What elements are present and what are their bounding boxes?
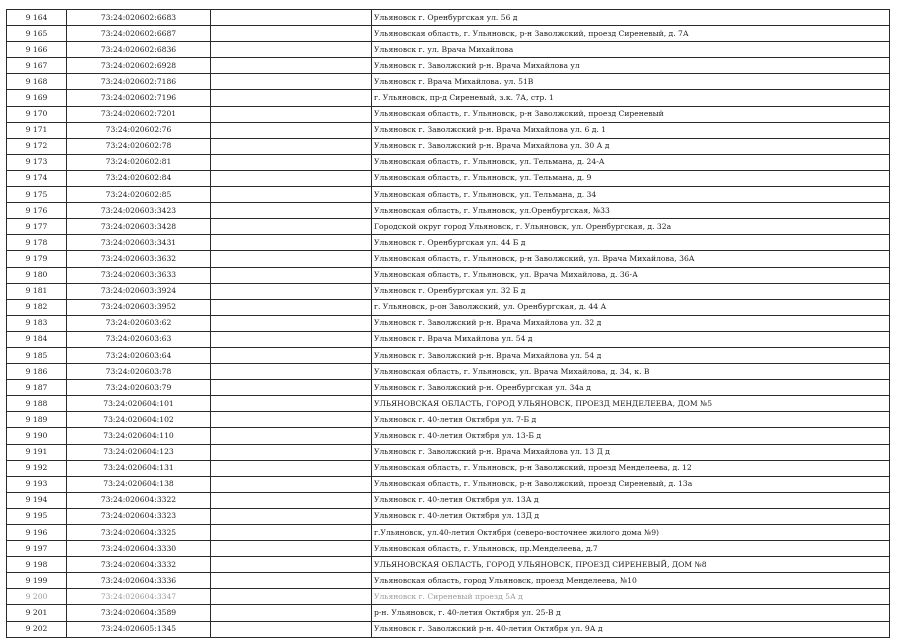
table-row: [7, 444, 890, 460]
address-cell: УЛЬЯНОВСКАЯ ОБЛАСТЬ, ГОРОД УЛЬЯНОВСК, ПРОЕЗД СИРЕНЕВЫЙ, ДОМ №8: [372, 557, 890, 573]
empty-cell: [211, 476, 372, 492]
table-row: [7, 90, 890, 106]
address-cell: Ульяновская область, город Ульяновск, проезд Менделеева, №10: [372, 573, 890, 589]
cadastral-number-cell: 73:24:020602:81: [67, 154, 211, 170]
address-cell: Ульяновская область, г. Ульяновск, пр.Менделеева, д.7: [372, 541, 890, 557]
row-number-cell: 9 192: [7, 460, 67, 476]
cadastral-number-cell: 73:24:020602:7186: [67, 74, 211, 90]
row-number-cell: 9 186: [7, 364, 67, 380]
cadastral-number-cell: 73:24:020602:85: [67, 187, 211, 203]
cadastral-number-cell: 73:24:020604:123: [67, 444, 211, 460]
empty-cell: [211, 347, 372, 363]
table-row: [7, 347, 890, 363]
row-number-cell: 9 171: [7, 122, 67, 138]
empty-cell: [211, 267, 372, 283]
row-number-cell: 9 190: [7, 428, 67, 444]
cadastral-number-cell: 73:24:020602:6687: [67, 26, 211, 42]
empty-cell: [211, 412, 372, 428]
table-row: [7, 106, 890, 122]
table-row: [7, 508, 890, 524]
address-cell: Ульяновск г. Заволжский р-н. Врача Михайлова ул. 30 А д: [372, 138, 890, 154]
empty-cell: [211, 541, 372, 557]
table-row: [7, 525, 890, 541]
cadastral-number-cell: 73:24:020604:3323: [67, 508, 211, 524]
table-row: [7, 42, 890, 58]
row-number-cell: 9 199: [7, 573, 67, 589]
address-cell: Ульяновская область, г. Ульяновск, ул. Тельмана, д. 9: [372, 170, 890, 186]
table-row: [7, 605, 890, 621]
empty-cell: [211, 557, 372, 573]
cadastral-number-cell: 73:24:020604:131: [67, 460, 211, 476]
table-row: [7, 460, 890, 476]
row-number-cell: 9 174: [7, 170, 67, 186]
address-cell: Ульяновская область, г. Ульяновск, р-н Заволжский, проезд Сиреневый, д. 13а: [372, 476, 890, 492]
empty-cell: [211, 508, 372, 524]
table-row: [7, 187, 890, 203]
row-number-cell: 9 172: [7, 138, 67, 154]
address-cell: Ульяновская область, г. Ульяновск, ул. Тельмана, д. 24-А: [372, 154, 890, 170]
cadastral-number-cell: 73:24:020604:3325: [67, 525, 211, 541]
table-row: [7, 138, 890, 154]
row-number-cell: 9 187: [7, 380, 67, 396]
cadastral-number-cell: 73:24:020603:3633: [67, 267, 211, 283]
row-number-cell: 9 169: [7, 90, 67, 106]
address-cell: Ульяновск г. Заволжский р-н. Оренбургская ул. 34а д: [372, 380, 890, 396]
cadastral-number-cell: 73:24:020604:101: [67, 396, 211, 412]
cadastral-number-cell: 73:24:020604:3330: [67, 541, 211, 557]
address-cell: Ульяновск г. 40-летия Октября ул. 13А д: [372, 492, 890, 508]
address-cell: Ульяновск г. Заволжский р-н. 40-летия Октября ул. 9А д: [372, 621, 890, 637]
address-cell: г. Ульяновск, пр-д Сиреневый, з.к. 7А, стр. 1: [372, 90, 890, 106]
address-cell: Ульяновск г. Заволжский р-н. Врача Михайлова ул. 32 д: [372, 315, 890, 331]
row-number-cell: 9 167: [7, 58, 67, 74]
row-number-cell: 9 198: [7, 557, 67, 573]
cadastral-number-cell: 73:24:020602:6683: [67, 10, 211, 26]
row-number-cell: 9 178: [7, 235, 67, 251]
address-cell: Ульяновск г. Заволжский р-н. Врача Михайлова ул: [372, 58, 890, 74]
empty-cell: [211, 299, 372, 315]
cadastral-number-cell: 73:24:020602:76: [67, 122, 211, 138]
address-cell: Ульяновская область, г. Ульяновск, ул. Тельмана, д. 34: [372, 187, 890, 203]
row-number-cell: 9 200: [7, 589, 67, 605]
table-row: [7, 58, 890, 74]
table-row: [7, 235, 890, 251]
table-row: [7, 557, 890, 573]
table-row: [7, 122, 890, 138]
row-number-cell: 9 193: [7, 476, 67, 492]
address-cell: Ульяновск г. Врача Михайлова ул. 54 д: [372, 331, 890, 347]
address-cell: Ульяновская область, г. Ульяновск, ул.Оренбургская, №33: [372, 203, 890, 219]
address-cell: Ульяновск г. 40-летия Октября ул. 13Д д: [372, 508, 890, 524]
empty-cell: [211, 331, 372, 347]
empty-cell: [211, 187, 372, 203]
empty-cell: [211, 122, 372, 138]
address-cell: Ульяновск г. Сиреневый проезд 5А д: [372, 589, 890, 605]
table-row: [7, 219, 890, 235]
cadastral-number-cell: 73:24:020604:3322: [67, 492, 211, 508]
empty-cell: [211, 444, 372, 460]
row-number-cell: 9 184: [7, 331, 67, 347]
address-cell: Ульяновская область, г. Ульяновск, ул. Врача Михайлова, д. 36-А: [372, 267, 890, 283]
cadastral-number-cell: 73:24:020602:7201: [67, 106, 211, 122]
table-row: [7, 283, 890, 299]
empty-cell: [211, 605, 372, 621]
cadastral-number-cell: 73:24:020603:3428: [67, 219, 211, 235]
row-number-cell: 9 188: [7, 396, 67, 412]
empty-cell: [211, 138, 372, 154]
empty-cell: [211, 203, 372, 219]
empty-cell: [211, 26, 372, 42]
address-cell: Ульяновск г. 40-летия Октября ул. 7-Б д: [372, 412, 890, 428]
row-number-cell: 9 197: [7, 541, 67, 557]
empty-cell: [211, 58, 372, 74]
cadastral-number-cell: 73:24:020603:3924: [67, 283, 211, 299]
row-number-cell: 9 183: [7, 315, 67, 331]
empty-cell: [211, 154, 372, 170]
row-number-cell: 9 195: [7, 508, 67, 524]
address-cell: Ульяновск г. Заволжский р-н. Врача Михайлова ул. 13 Д д: [372, 444, 890, 460]
address-cell: Ульяновск г. Врача Михайлова. ул. 51В: [372, 74, 890, 90]
row-number-cell: 9 164: [7, 10, 67, 26]
row-number-cell: 9 194: [7, 492, 67, 508]
address-cell: Ульяновская область, г. Ульяновск, р-н Заволжский, проезд Менделеева, д. 12: [372, 460, 890, 476]
address-cell: Ульяновск г. Оренбургская ул. 32 Б д: [372, 283, 890, 299]
cadastral-number-cell: 73:24:020603:3423: [67, 203, 211, 219]
address-cell: Ульяновская область, г. Ульяновск, р-н Заволжский, проезд Сиреневый, д. 7А: [372, 26, 890, 42]
row-number-cell: 9 180: [7, 267, 67, 283]
cadastral-number-cell: 73:24:020604:110: [67, 428, 211, 444]
empty-cell: [211, 10, 372, 26]
row-number-cell: 9 176: [7, 203, 67, 219]
cadastral-number-cell: 73:24:020603:3431: [67, 235, 211, 251]
cadastral-number-cell: 73:24:020603:3632: [67, 251, 211, 267]
table-row: [7, 74, 890, 90]
empty-cell: [211, 460, 372, 476]
table-row: [7, 412, 890, 428]
row-number-cell: 9 185: [7, 347, 67, 363]
register-rows: [7, 10, 890, 638]
row-number-cell: 9 170: [7, 106, 67, 122]
empty-cell: [211, 380, 372, 396]
table-row: [7, 154, 890, 170]
table-row: [7, 10, 890, 26]
empty-cell: [211, 283, 372, 299]
table-row: [7, 573, 890, 589]
address-cell: Ульяновск г. Оренбургская ул. 56 д: [372, 10, 890, 26]
table-row: [7, 267, 890, 283]
address-cell: г.Ульяновск, ул.40-летия Октября (северо-восточнее жилого дома №9): [372, 525, 890, 541]
table-row: [7, 621, 890, 637]
row-number-cell: 9 181: [7, 283, 67, 299]
row-number-cell: 9 201: [7, 605, 67, 621]
cadastral-number-cell: 73:24:020604:3336: [67, 573, 211, 589]
cadastral-number-cell: 73:24:020602:78: [67, 138, 211, 154]
empty-cell: [211, 621, 372, 637]
cadastral-number-cell: 73:24:020604:3347: [67, 589, 211, 605]
empty-cell: [211, 573, 372, 589]
table-row: [7, 364, 890, 380]
table-row: [7, 203, 890, 219]
address-cell: Ульяновская область, г. Ульяновск, ул. Врача Михайлова, д. 34, к. В: [372, 364, 890, 380]
cadastral-number-cell: 73:24:020603:62: [67, 315, 211, 331]
row-number-cell: 9 189: [7, 412, 67, 428]
row-number-cell: 9 165: [7, 26, 67, 42]
cadastral-number-cell: 73:24:020604:3332: [67, 557, 211, 573]
table-row: [7, 331, 890, 347]
address-cell: р-н. Ульяновск, г. 40-летия Октября ул. 25-В д: [372, 605, 890, 621]
row-number-cell: 9 175: [7, 187, 67, 203]
empty-cell: [211, 106, 372, 122]
cadastral-number-cell: 73:24:020604:102: [67, 412, 211, 428]
empty-cell: [211, 428, 372, 444]
cadastral-number-cell: 73:24:020605:1345: [67, 621, 211, 637]
table-row: [7, 299, 890, 315]
cadastral-number-cell: 73:24:020603:79: [67, 380, 211, 396]
table-row: [7, 476, 890, 492]
table-row: [7, 26, 890, 42]
address-cell: УЛЬЯНОВСКАЯ ОБЛАСТЬ, ГОРОД УЛЬЯНОВСК, ПРОЕЗД МЕНДЕЛЕЕВА, ДОМ №5: [372, 396, 890, 412]
empty-cell: [211, 42, 372, 58]
empty-cell: [211, 492, 372, 508]
cadastral-number-cell: 73:24:020602:84: [67, 170, 211, 186]
empty-cell: [211, 235, 372, 251]
address-cell: Ульяновск г. ул. Врача Михайлова: [372, 42, 890, 58]
address-cell: Ульяновская область, г. Ульяновск, р-н Заволжский, проезд Сиреневый: [372, 106, 890, 122]
table-row: [7, 541, 890, 557]
cadastral-number-cell: 73:24:020604:138: [67, 476, 211, 492]
row-number-cell: 9 202: [7, 621, 67, 637]
empty-cell: [211, 74, 372, 90]
address-cell: г. Ульяновск, р-он Заволжский, ул. Оренбургская, д. 44 А: [372, 299, 890, 315]
empty-cell: [211, 315, 372, 331]
address-cell: Ульяновск г. 40-летия Октября ул. 13-Б д: [372, 428, 890, 444]
table-row: [7, 251, 890, 267]
row-number-cell: 9 168: [7, 74, 67, 90]
cadastral-number-cell: 73:24:020603:78: [67, 364, 211, 380]
row-number-cell: 9 191: [7, 444, 67, 460]
row-number-cell: 9 177: [7, 219, 67, 235]
address-cell: Ульяновская область, г. Ульяновск, р-н Заволжский, ул. Врача Михайлова, 36А: [372, 251, 890, 267]
empty-cell: [211, 251, 372, 267]
row-number-cell: 9 182: [7, 299, 67, 315]
address-cell: Ульяновск г. Оренбургская ул. 44 Б д: [372, 235, 890, 251]
address-cell: Ульяновск г. Заволжский р-н. Врача Михайлова ул. 54 д: [372, 347, 890, 363]
table-row: [7, 428, 890, 444]
table-row: [7, 315, 890, 331]
empty-cell: [211, 219, 372, 235]
row-number-cell: 9 173: [7, 154, 67, 170]
cadastral-number-cell: 73:24:020602:7196: [67, 90, 211, 106]
table-row: [7, 170, 890, 186]
table-row: [7, 492, 890, 508]
empty-cell: [211, 589, 372, 605]
table-row: [7, 589, 890, 605]
cadastral-number-cell: 73:24:020603:64: [67, 347, 211, 363]
cadastral-number-cell: 73:24:020603:63: [67, 331, 211, 347]
table-row: [7, 396, 890, 412]
table-row: [7, 380, 890, 396]
empty-cell: [211, 525, 372, 541]
cadastral-number-cell: 73:24:020604:3589: [67, 605, 211, 621]
empty-cell: [211, 170, 372, 186]
row-number-cell: 9 166: [7, 42, 67, 58]
empty-cell: [211, 396, 372, 412]
register-table: [6, 9, 890, 638]
address-cell: Ульяновск г. Заволжский р-н. Врача Михайлова ул. 6 д. 1: [372, 122, 890, 138]
cadastral-number-cell: 73:24:020602:6928: [67, 58, 211, 74]
empty-cell: [211, 90, 372, 106]
row-number-cell: 9 179: [7, 251, 67, 267]
cadastral-number-cell: 73:24:020603:3952: [67, 299, 211, 315]
address-cell: Городской округ город Ульяновск, г. Ульяновск, ул. Оренбургская, д. 32а: [372, 219, 890, 235]
cadastral-number-cell: 73:24:020602:6836: [67, 42, 211, 58]
empty-cell: [211, 364, 372, 380]
row-number-cell: 9 196: [7, 525, 67, 541]
